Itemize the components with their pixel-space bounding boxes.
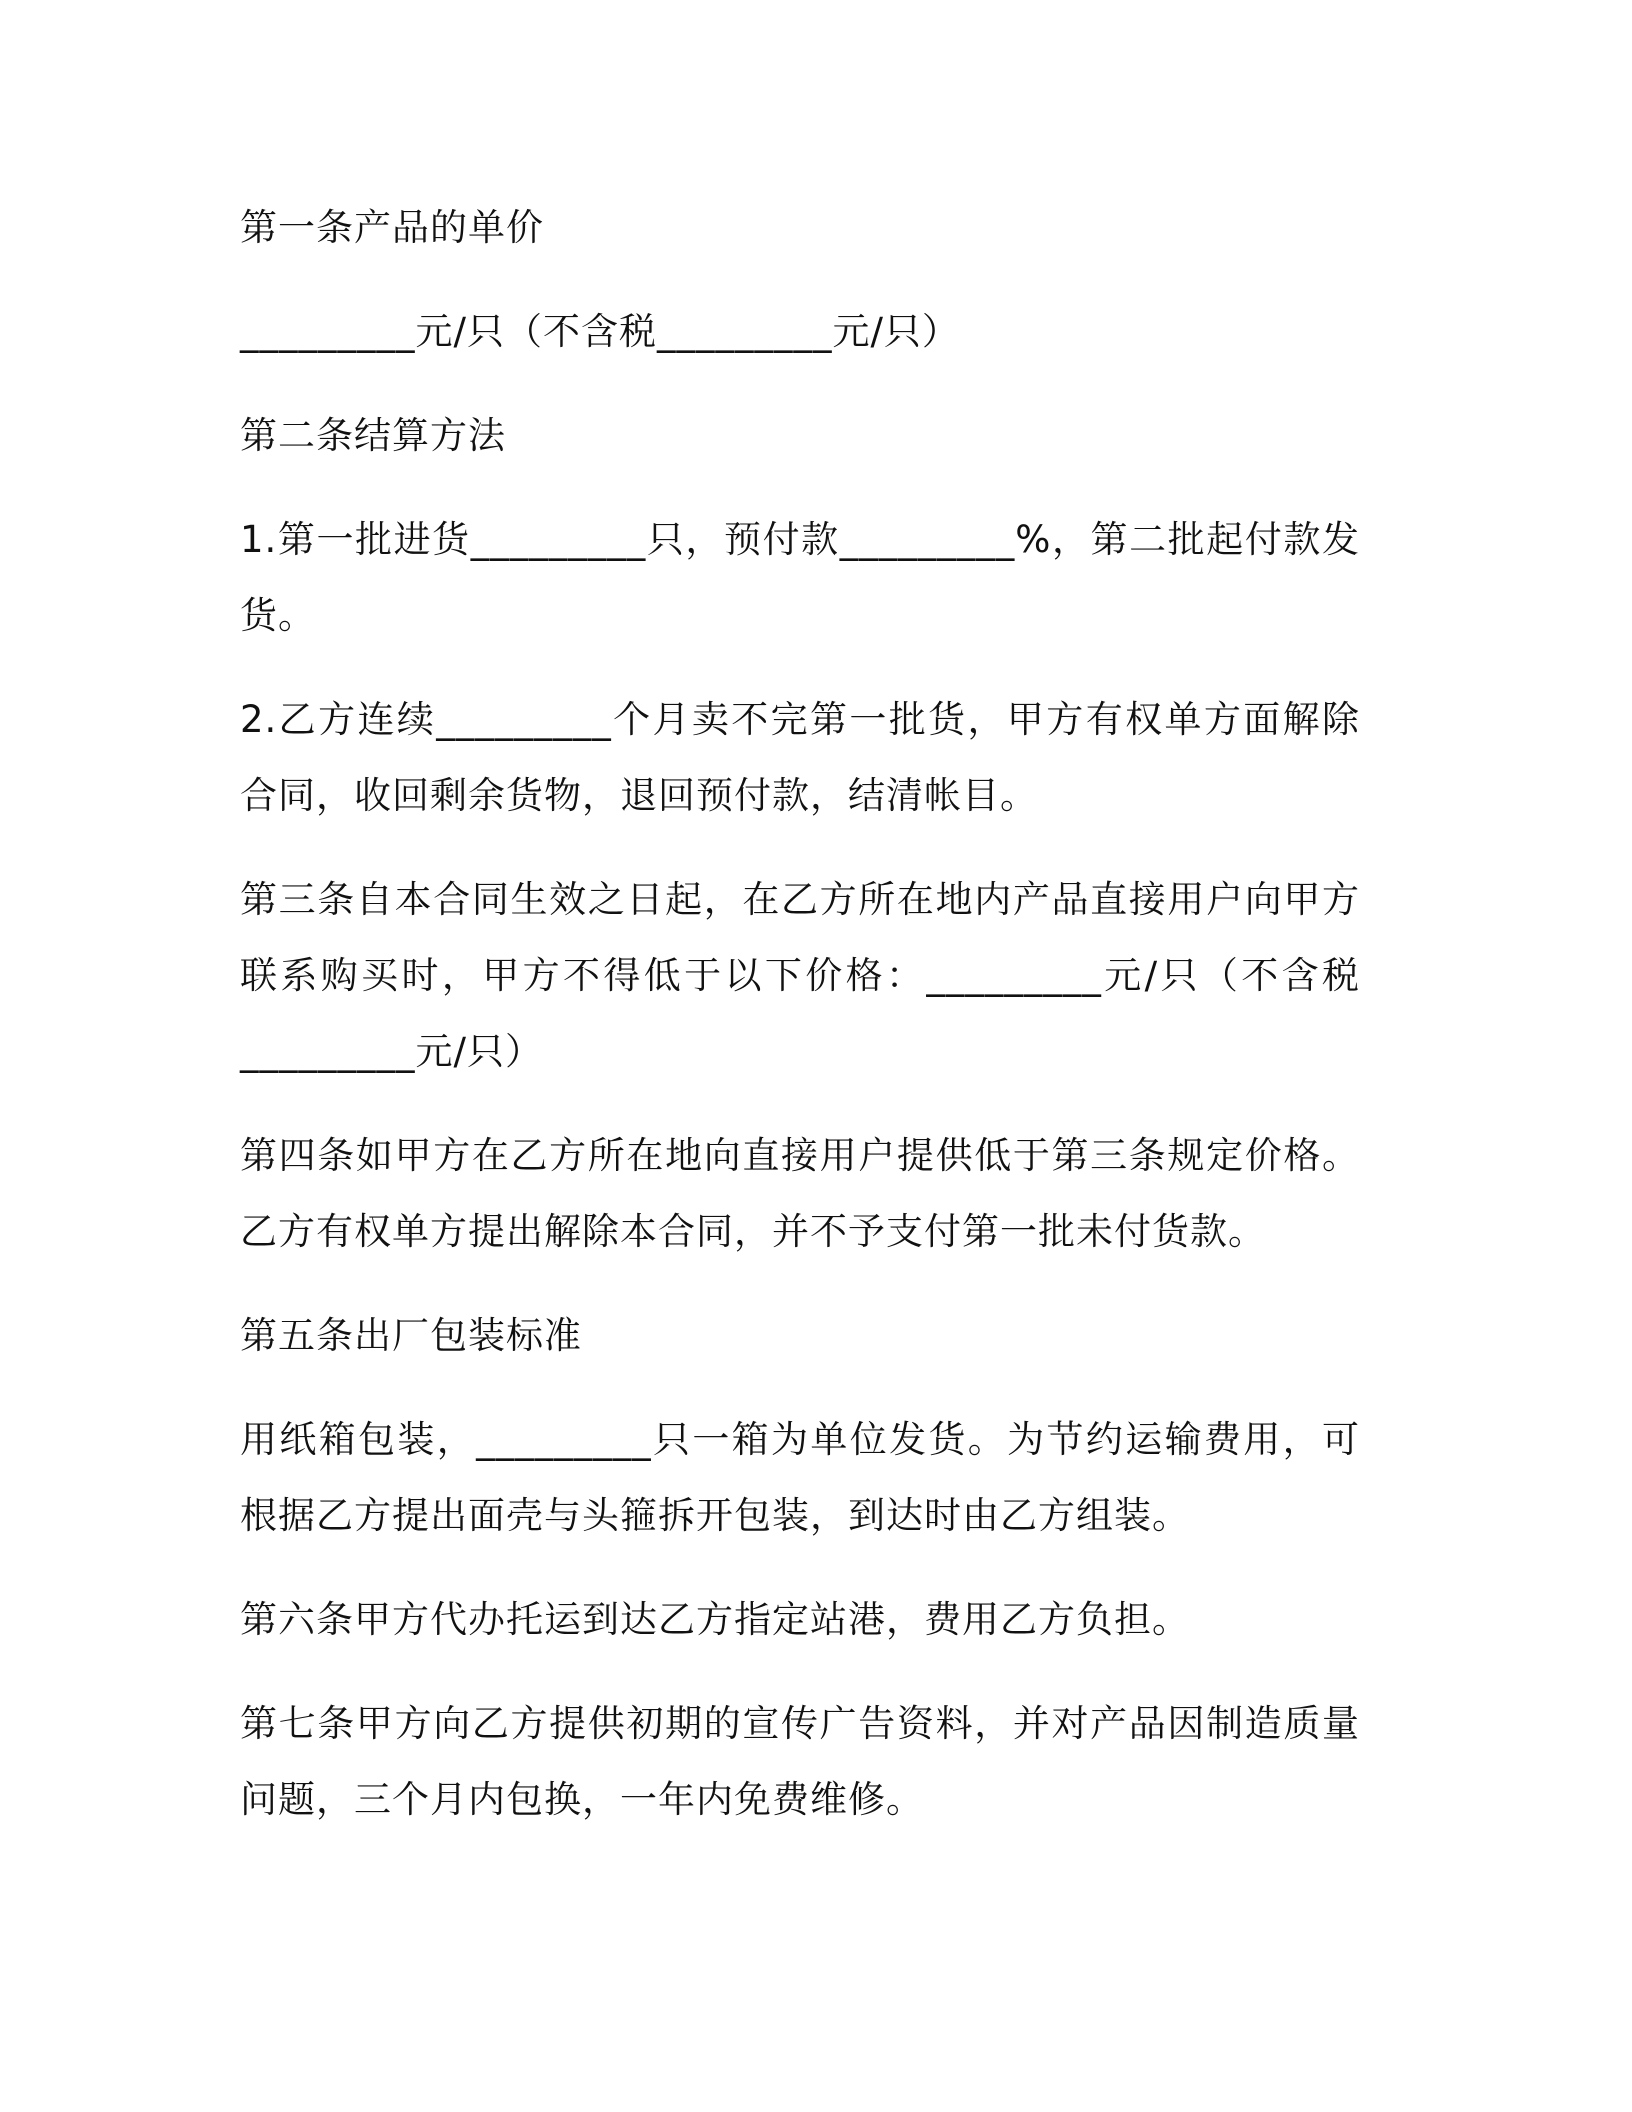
article-4-paragraph: 第四条如甲方在乙方所在地向直接用户提供低于第三条规定价格。乙方有权单方提出解除本合同，并不予支付第一批未付货款。	[240, 1134, 1360, 1253]
article-7-paragraph: 第七条甲方向乙方提供初期的宣传广告资料，并对产品因制造质量问题，三个月内包换，一年内免费维修。	[240, 1702, 1360, 1821]
packaging-paragraph: 用纸箱包装，_________只一箱为单位发货。为节约运输费用，可根据乙方提出面壳与头箍拆开包装，到达时由乙方组装。	[240, 1418, 1360, 1537]
article-6-paragraph: 第六条甲方代办托运到达乙方指定站港，费用乙方负担。	[240, 1598, 1190, 1641]
contract-body	[240, 190, 1360, 1866]
article-2-heading: 第二条结算方法	[240, 414, 506, 457]
unit-price-line: _________元/只（不含税_________元/只）	[240, 310, 960, 353]
article-1-heading: 第一条产品的单价	[240, 206, 544, 249]
settlement-item-1: 1.第一批进货_________只，预付款_________%，第二批起付款发货。	[240, 518, 1360, 637]
article-5-heading: 第五条出厂包装标准	[240, 1314, 582, 1357]
article-3-paragraph: 第三条自本合同生效之日起，在乙方所在地内产品直接用户向甲方联系购买时，甲方不得低于以下价格：_________元/只（不含税_________元/只）	[240, 878, 1360, 1073]
settlement-item-2: 2.乙方连续_________个月卖不完第一批货，甲方有权单方面解除合同，收回剩余货物，退回预付款，结清帐目。	[240, 698, 1360, 817]
